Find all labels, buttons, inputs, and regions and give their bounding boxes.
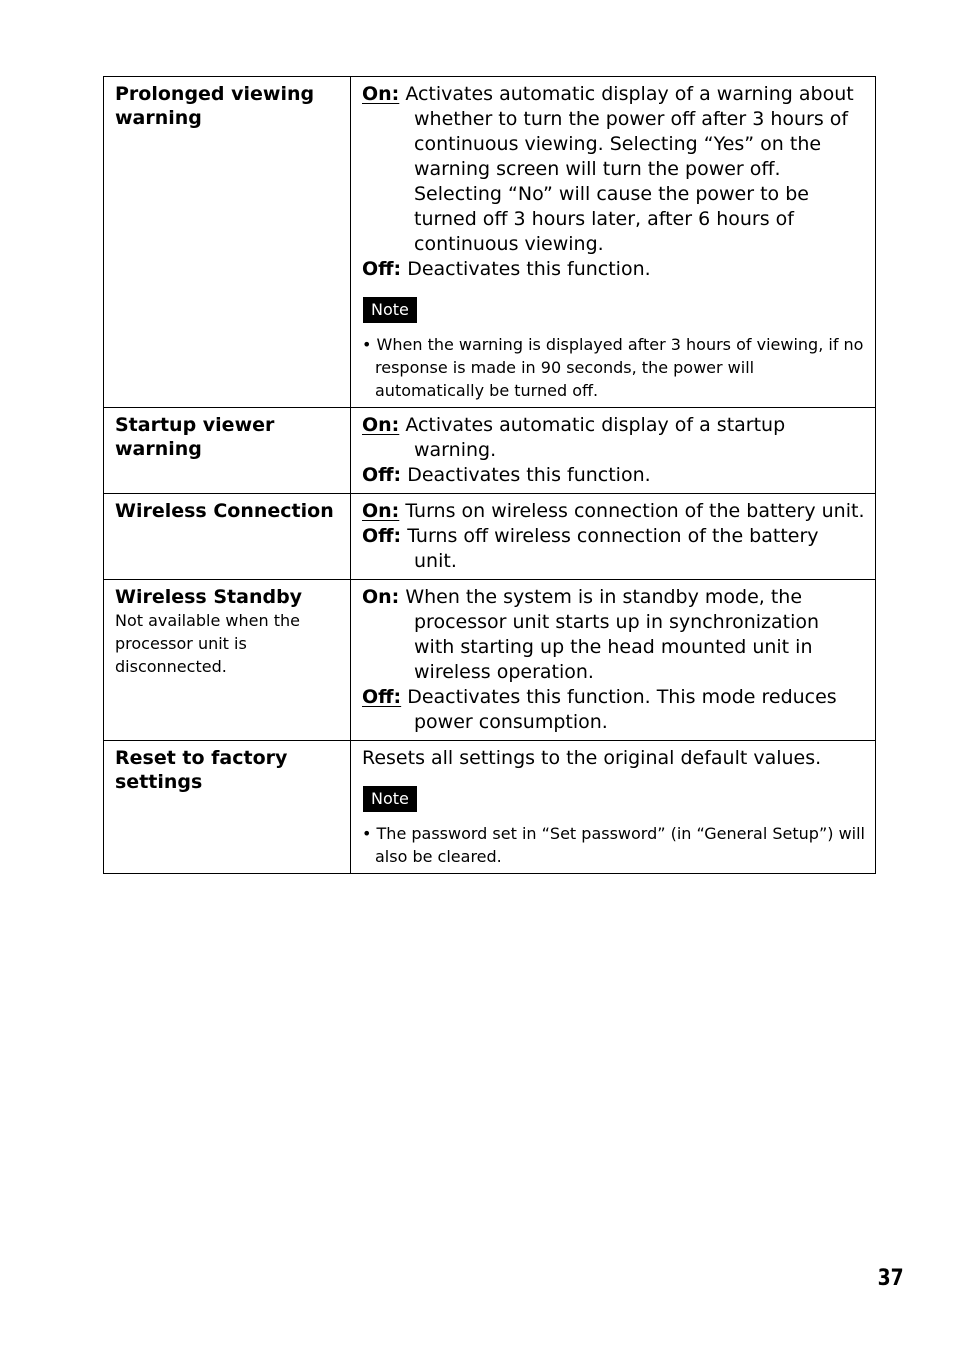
setting-subtext: Not available when the processor unit is disconnected.	[115, 611, 300, 676]
option-key: Off:	[362, 686, 402, 708]
setting-name-cell	[104, 580, 351, 741]
table-row	[104, 494, 876, 580]
option-on	[362, 82, 865, 257]
option-text: Turns on wireless connection of the battery unit.	[399, 500, 865, 522]
bullet: •	[362, 824, 377, 843]
note-text	[362, 822, 865, 868]
note-badge: Note	[363, 297, 417, 323]
option-text: When the system is in standby mode, the processor unit starts up in synchronization with starting up the head mounted unit in wireless operation.	[399, 586, 820, 683]
option-text: Deactivates this function. This mode reduces power consumption.	[401, 686, 837, 733]
option-off	[362, 524, 865, 574]
option-text: Turns off wireless connection of the battery unit.	[401, 525, 819, 572]
option-key: On:	[362, 83, 400, 105]
option-text: Deactivates this function.	[401, 258, 651, 280]
setting-name: Reset to factory settings	[115, 747, 288, 793]
setting-name-cell	[104, 408, 351, 494]
option-on	[362, 585, 865, 685]
option-off	[362, 257, 865, 282]
setting-name: Wireless Standby	[115, 586, 303, 608]
setting-name: Startup viewer warning	[115, 414, 275, 460]
settings-table	[103, 76, 876, 874]
option-off	[362, 685, 865, 735]
setting-description-cell	[351, 77, 876, 408]
setting-description: Resets all settings to the original default values.	[362, 747, 822, 769]
bullet: •	[362, 335, 377, 354]
note-body: The password set in “Set password” (in “General Setup”) will also be cleared.	[375, 824, 865, 866]
setting-description-cell	[351, 741, 876, 874]
setting-name: Wireless Connection	[115, 500, 334, 522]
page-number: 37	[877, 1266, 904, 1291]
option-off	[362, 463, 865, 488]
option-text: Activates automatic display of a startup warning.	[399, 414, 786, 461]
option-key: On:	[362, 414, 400, 436]
option-key: Off:	[362, 258, 402, 280]
note-text	[362, 333, 865, 402]
option-key: Off:	[362, 525, 402, 547]
option-key: On:	[362, 500, 400, 522]
table-row	[104, 408, 876, 494]
setting-name-cell	[104, 741, 351, 874]
setting-name: Prolonged viewing warning	[115, 83, 315, 129]
option-text: Deactivates this function.	[401, 464, 651, 486]
setting-description-cell	[351, 494, 876, 580]
option-on	[362, 413, 865, 463]
setting-name-cell	[104, 77, 351, 408]
table-row	[104, 580, 876, 741]
note-body: When the warning is displayed after 3 hours of viewing, if no response is made in 90 seconds, the power will automatically be turned off.	[375, 335, 864, 400]
setting-description-cell	[351, 408, 876, 494]
table-row	[104, 741, 876, 874]
table-row	[104, 77, 876, 408]
note-badge: Note	[363, 786, 417, 812]
option-key: Off:	[362, 464, 402, 486]
setting-name-cell	[104, 494, 351, 580]
option-text: Activates automatic display of a warning about whether to turn the power off after 3 hours of continuous viewing. Selecting “Yes” on the warning screen will turn the power off. Selecting “No” will cause the power to be turned off 3 hours later, after 6 hours of continuous viewing.	[399, 83, 854, 255]
setting-description-cell	[351, 580, 876, 741]
option-on	[362, 499, 865, 524]
option-key: On:	[362, 586, 400, 608]
